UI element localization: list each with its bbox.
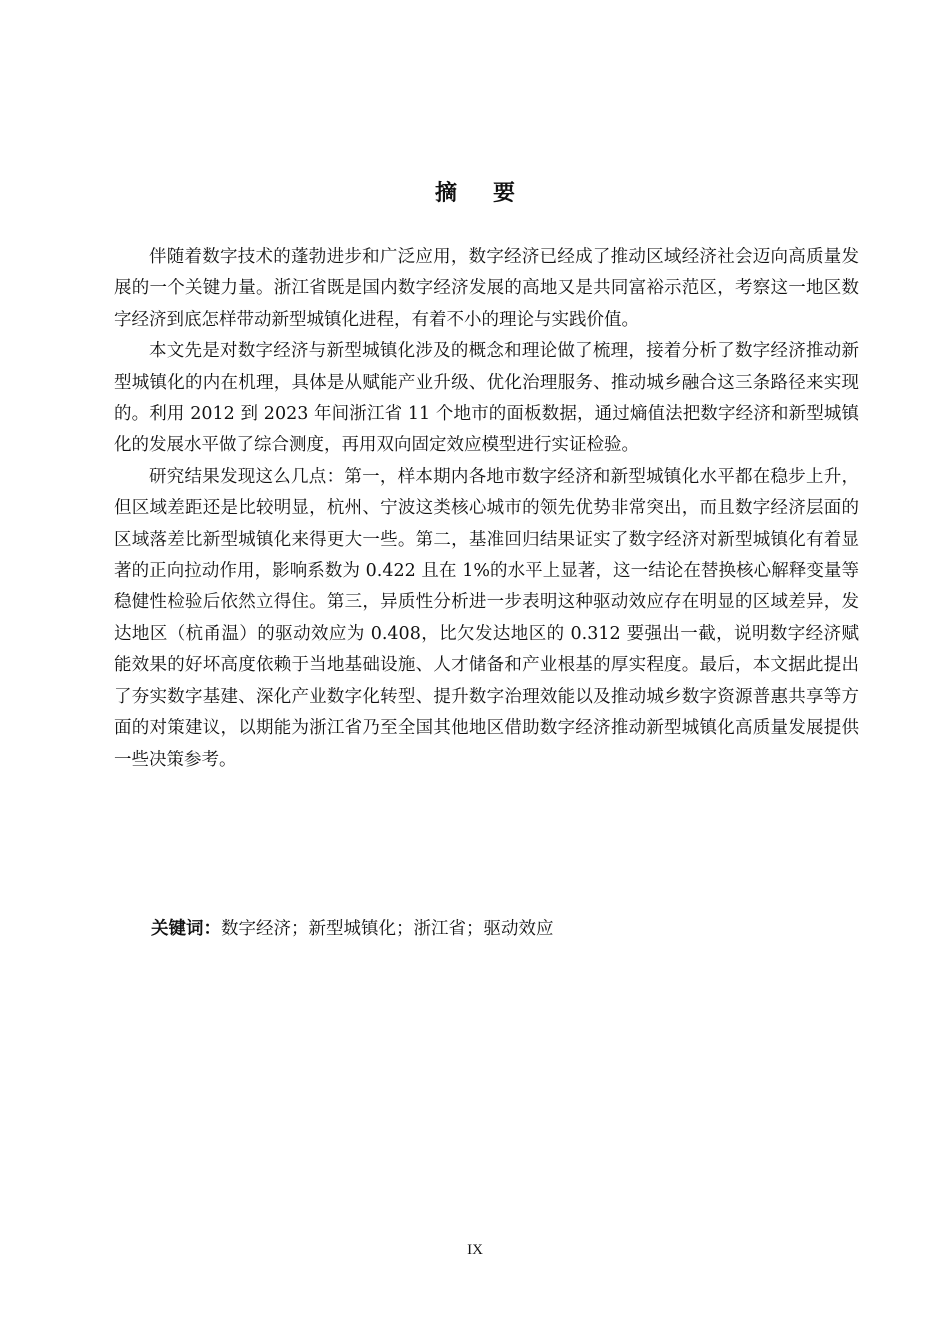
page-title: 摘要 bbox=[434, 181, 551, 206]
abstract-paragraph: 伴随着数字技术的蓬勃进步和广泛应用，数字经济已经成了推动区域经济社会迈向高质量发展的一个关键力量。浙江省既是国内数字经济发展的高地又是共同富裕示范区，考察这一地区数字经济到底怎样带动新型城镇化进程，有着不小的理论与实践价值。 bbox=[114, 247, 859, 330]
abstract-body bbox=[114, 242, 859, 776]
keywords bbox=[151, 914, 859, 945]
abstract-paragraph: 研究结果发现这么几点：第一，样本期内各地市数字经济和新型城镇化水平都在稳步上升，但区域差距还是比较明显，杭州、宁波这类核心城市的领先优势非常突出，而且数字经济层面的区域落差比新型城镇化来得更大一些。第二，基准回归结果证实了数字经济对新型城镇化有着显著的正向拉动作用，影响系数为 0.422 且在 1%的水平上显著，这一结论在替换核心解释变量等稳健性检验后依然立得住。第三，异质性分析进一步表明这种驱动效应存在明显的区域差异，发达地区（杭甬温）的驱动效应为 0.408，比欠发达地区的 0.312 要强出一截，说明数字经济赋能效果的好坏高度依赖于当地基础设施、人才储备和产业根基的厚实程度。最后，本文据此提出了夯实数字基建、深化产业数字化转型、提升数字治理效能以及推动城乡数字资源普惠共享等方面的对策建议，以期能为浙江省乃至全国其他地区借助数字经济推动新型城镇化高质量发展提供一些决策参考。 bbox=[114, 466, 859, 770]
keywords-label: 关键词： bbox=[151, 919, 221, 939]
keywords-value: 数字经济；新型城镇化；浙江省；驱动效应 bbox=[221, 919, 554, 939]
abstract-paragraph: 本文先是对数字经济与新型城镇化涉及的概念和理论做了梳理，接着分析了数字经济推动新型城镇化的内在机理，具体是从赋能产业升级、优化治理服务、推动城乡融合这三条路径来实现的。利用 2012 到 2023 年间浙江省 11 个地市的面板数据，通过熵值法把数字经济和新型城镇化的发展水平做了综合测度，再用双向固定效应模型进行实证检验。 bbox=[114, 341, 859, 456]
page-number: IX bbox=[467, 1242, 483, 1258]
